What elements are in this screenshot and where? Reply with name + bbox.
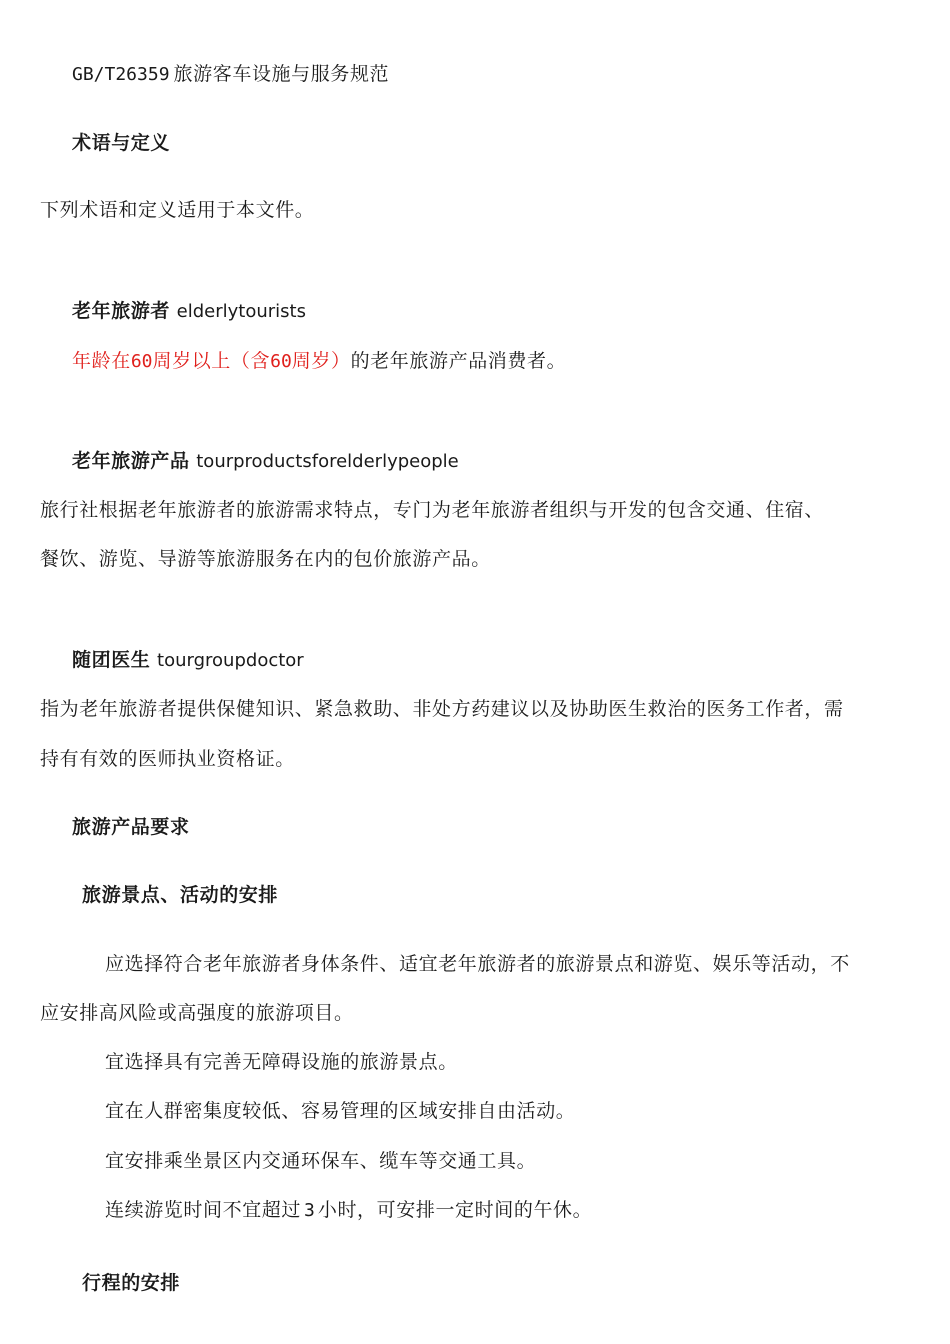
term-title-cn: 老年旅游产品 [72, 450, 190, 472]
subsection-heading-attractions: 旅游景点、活动的安排 [82, 884, 279, 906]
section-heading-requirements: 旅游产品要求 [72, 816, 190, 838]
list-item-part: 连续游览时间不宜超过 [105, 1199, 302, 1221]
term-heading-elderly-tourists [72, 302, 306, 321]
definition-rest: 的老年旅游产品消费者。 [350, 350, 567, 372]
paragraph-line: 应选择符合老年旅游者身体条件、适宜老年旅游者的旅游景点和游览、娱乐等活动，不 [105, 953, 850, 975]
term-definition-line: 持有有效的医师执业资格证。 [40, 748, 295, 770]
term-title-cn: 老年旅游者 [72, 300, 171, 322]
list-item-part: 小时，可安排一定时间的午休。 [317, 1199, 593, 1221]
term-definition-line: 指为老年旅游者提供保健知识、紧急救助、非处方药建议以及协助医生救治的医务工作者，需 [40, 698, 844, 720]
term-definition-line: 餐饮、游览、导游等旅游服务在内的包价旅游产品。 [40, 548, 491, 570]
list-item: 宜选择具有完善无障碍设施的旅游景点。 [105, 1051, 458, 1073]
term-title-en: tourproductsforelderlypeople [196, 451, 459, 472]
list-item-number: 3 [304, 1200, 315, 1221]
list-item: 宜安排乘坐景区内交通环保车、缆车等交通工具。 [105, 1150, 537, 1172]
subsection-heading-itinerary: 行程的安排 [82, 1272, 181, 1294]
paragraph-line: 应安排高风险或高强度的旅游项目。 [40, 1002, 354, 1024]
term-title-en: tourgroupdoctor [157, 650, 304, 671]
highlight-number-1: 60 [130, 351, 153, 372]
term-title-cn: 随团医生 [72, 649, 151, 671]
highlight-number-2: 60 [270, 351, 292, 372]
highlight-part-1: 年龄在 [72, 350, 131, 372]
terms-intro: 下列术语和定义适用于本文件。 [40, 199, 315, 221]
term-heading-tour-products [72, 452, 459, 471]
standard-reference [72, 65, 389, 84]
term-definition-line: 旅行社根据老年旅游者的旅游需求特点，专门为老年旅游者组织与开发的包含交通、住宿、 [40, 499, 825, 521]
highlight-part-2: 周岁以上（含 [152, 350, 271, 372]
term-title-en: elderlytourists [176, 301, 306, 322]
definition-highlight [72, 350, 351, 372]
list-item [105, 1201, 592, 1220]
standard-title: 旅游客车设施与服务规范 [173, 63, 390, 85]
list-item: 宜在人群密集度较低、容易管理的区域安排自由活动。 [105, 1100, 576, 1122]
standard-code: GB/T26359 [72, 64, 170, 85]
term-heading-tour-doctor [72, 651, 304, 670]
section-heading-terms: 术语与定义 [72, 132, 171, 154]
highlight-part-3: 周岁） [291, 350, 351, 372]
term-definition-elderly-tourists [72, 352, 566, 371]
